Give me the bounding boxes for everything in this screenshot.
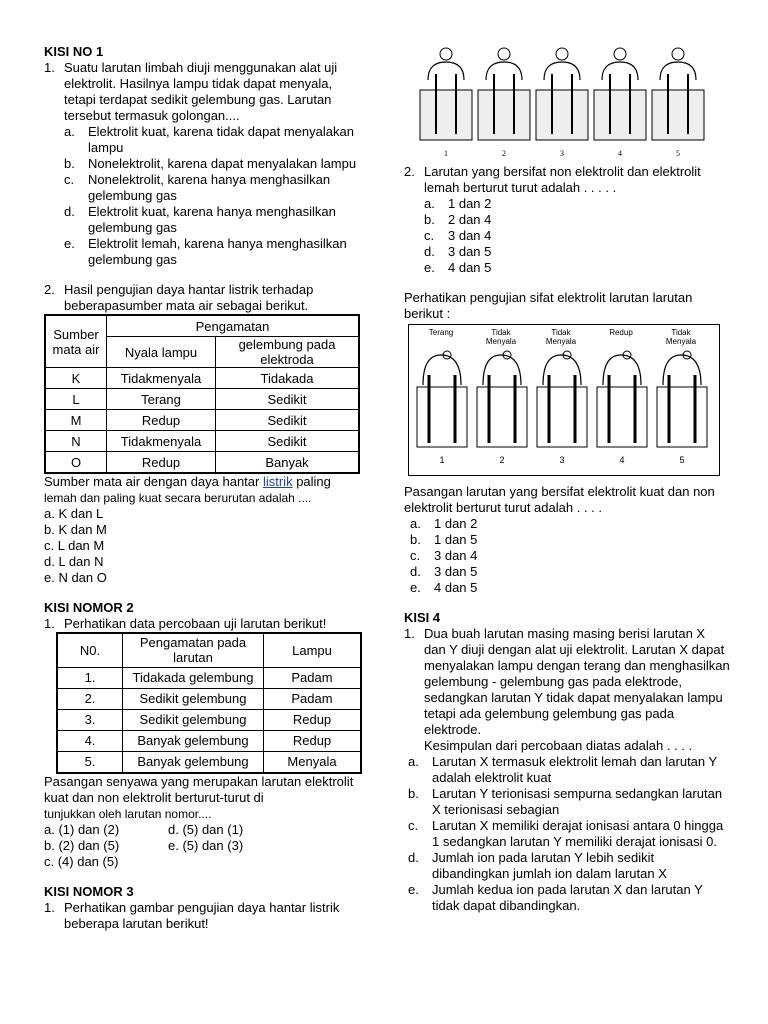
followup-text: Sumber mata air dengan daya hantar xyxy=(44,474,263,489)
option-b: b. (2) dan (5) xyxy=(44,837,120,853)
status-label: Terang xyxy=(428,328,454,337)
question-text: Suatu larutan limbah diuji menggunakan alat uji elektrolit. Hasilnya lampu tidak dapat menyala, tetapi terdapat sedikit gelembung gas. Larutan tersebut termasuk golongan.... xyxy=(64,60,338,123)
apparatus-unit xyxy=(597,328,647,465)
pair-options xyxy=(410,516,730,596)
question-number: 1. xyxy=(44,60,55,75)
table-cell: 5. xyxy=(57,751,123,773)
table-cell: 4. xyxy=(57,730,123,751)
question-text: Perhatikan gambar pengujian daya hantar listrik beberapa larutan berikut! xyxy=(64,899,340,931)
wire xyxy=(486,62,522,80)
option-letter: a. xyxy=(64,124,75,139)
option-text: 1 dan 2 xyxy=(434,516,478,531)
option-c: c. L dan M xyxy=(44,538,105,553)
table-header-bubble: gelembung pada elektroda xyxy=(216,337,360,368)
option-text: Nonelektrolit, karena dapat menyalakan lampu xyxy=(88,156,357,171)
option-text: 2 dan 4 xyxy=(448,212,492,227)
table-header-source: Sumber mata air xyxy=(45,315,107,368)
option-text: 1 dan 5 xyxy=(434,532,478,547)
options-k2 xyxy=(44,822,366,870)
option-c xyxy=(408,818,730,850)
option-letter: d. xyxy=(408,850,419,865)
option-e: e. (5) dan (3) xyxy=(168,837,244,853)
table-cell: 1. xyxy=(57,667,123,688)
option-text: Larutan X termasuk elektrolit lemah dan larutan Y adalah elektrolit kuat xyxy=(432,754,717,785)
option-e xyxy=(408,882,730,914)
question-k3-1 xyxy=(44,900,366,932)
option-letter: a. xyxy=(410,516,421,531)
option-letter: d. xyxy=(410,564,421,579)
table-header: N0. xyxy=(57,633,123,667)
table-cell: Redup xyxy=(107,410,216,431)
beaker xyxy=(417,387,467,447)
option-letter: c. xyxy=(410,548,421,563)
bulb-icon xyxy=(672,48,684,60)
wire xyxy=(660,62,696,80)
beaker xyxy=(478,90,530,140)
question-text: Perhatikan data percobaan uji larutan berikut! xyxy=(64,616,327,631)
option-letter: c. xyxy=(64,172,75,187)
table-row xyxy=(57,667,361,688)
option-d: d. L dan N xyxy=(44,554,104,569)
question-followup-2: lemah dan paling kuat secara berurutan adalah .... xyxy=(44,491,312,505)
figure-label: 4 xyxy=(619,455,625,465)
option-d: d. (5) dan (1) xyxy=(168,821,244,837)
option-text: Larutan X memiliki derajat ionisasi antara 0 hingga 1 sedangkan larutan Y memiliki derajat ionisasi 0. xyxy=(432,818,724,849)
table-cell: Padam xyxy=(264,688,362,709)
table-cell: Banyak xyxy=(216,452,360,474)
option-letter: e. xyxy=(424,260,435,275)
status-label: Tidak xyxy=(671,328,691,337)
question-body: Dua buah larutan masing masing berisi larutan X dan Y diuji dengan alat uji elektrolit. Larutan X dapat menyalakan lampu dengan terang dan menghasilkan gelembung - gelembung gas pada elektrode, sedangkan larutan Y tidak dapat menyalakan lampu tetapi ada gelembung gelembung gas pada elektrode. xyxy=(424,626,730,737)
beaker xyxy=(477,387,527,447)
table-cell: Tidakmenyala xyxy=(107,368,216,389)
beaker xyxy=(652,90,704,140)
wire xyxy=(428,62,464,80)
table-row xyxy=(45,410,359,431)
option-letter: a. xyxy=(424,196,435,211)
option-letter: c. xyxy=(424,228,435,243)
table-cell: 2. xyxy=(57,688,123,709)
right-column xyxy=(404,40,730,914)
option-letter: c. xyxy=(408,818,419,833)
option-text: Jumlah kedua ion pada larutan X dan larutan Y tidak dapat dibandingkan. xyxy=(432,882,703,913)
option-text: Elektrolit kuat, karena hanya menghasilkan gelembung gas xyxy=(88,204,336,235)
figure-label: 3 xyxy=(560,149,564,158)
figure-label: 3 xyxy=(559,455,565,465)
beaker xyxy=(420,90,472,140)
figure-label: 1 xyxy=(439,455,445,465)
beaker xyxy=(537,387,587,447)
options-k3-2 xyxy=(424,196,730,276)
option-a: a. (1) dan (2) xyxy=(44,821,120,837)
question-k2-1 xyxy=(44,616,366,632)
table-cell: L xyxy=(45,389,107,410)
option-a: a. K dan L xyxy=(44,506,104,521)
table-cell: Banyak gelembung xyxy=(123,730,264,751)
option-letter: b. xyxy=(424,212,435,227)
status-label: Redup xyxy=(609,328,633,337)
pair-question: Pasangan larutan yang bersifat elektrolit kuat dan non elektrolit berturut turut adalah . . . . xyxy=(404,484,715,515)
question-k4-1 xyxy=(404,626,730,754)
left-column xyxy=(44,44,366,932)
table-row xyxy=(57,688,361,709)
question-prompt: Kesimpulan dari percobaan diatas adalah . . . . xyxy=(424,738,693,753)
table-cell: K xyxy=(45,368,107,389)
option-text: 3 dan 4 xyxy=(448,228,492,243)
wire xyxy=(544,62,580,80)
table-cell: Sedikit gelembung xyxy=(123,688,264,709)
question-number: 1. xyxy=(44,616,55,631)
option-b: b. K dan M xyxy=(44,522,107,537)
beaker xyxy=(536,90,588,140)
table-header-lamp: Nyala lampu xyxy=(107,337,216,368)
table-row xyxy=(45,368,359,389)
kisi4-heading: KISI 4 xyxy=(404,610,441,625)
option-c: c. (4) dan (5) xyxy=(44,853,119,869)
table-cell: Banyak gelembung xyxy=(123,751,264,773)
option-text: Elektrolit lemah, karena hanya menghasilkan gelembung gas xyxy=(88,236,347,267)
table-cell: Terang xyxy=(107,389,216,410)
question-number: 1. xyxy=(404,626,415,641)
option-a xyxy=(408,754,730,786)
kisi1-heading: KISI NO 1 xyxy=(44,44,104,59)
option-e: e. N dan O xyxy=(44,570,107,585)
question-number: 2. xyxy=(404,164,415,179)
table-cell: O xyxy=(45,452,107,474)
option-b xyxy=(410,532,730,548)
table-cell: Redup xyxy=(264,730,362,751)
table-cell: Tidakmenyala xyxy=(107,431,216,452)
apparatus-unit xyxy=(420,48,472,158)
option-text: Elektrolit kuat, karena tidak dapat menyalakan lampu xyxy=(88,124,354,155)
option-text: Larutan Y terionisasi sempurna sedangkan larutan X terionisasi sebagian xyxy=(432,786,723,817)
option-c xyxy=(424,228,730,244)
table-header: Lampu xyxy=(264,633,362,667)
beaker xyxy=(657,387,707,447)
table-row xyxy=(45,431,359,452)
option-b xyxy=(64,156,366,172)
water-source-table xyxy=(44,314,360,474)
option-e xyxy=(410,580,730,596)
table-cell: Padam xyxy=(264,667,362,688)
option-b xyxy=(408,786,730,818)
option-letter: b. xyxy=(410,532,421,547)
question-k3-2 xyxy=(404,164,730,196)
figure-label: 2 xyxy=(502,149,506,158)
table-row xyxy=(45,389,359,410)
option-e xyxy=(64,236,366,268)
wire xyxy=(602,62,638,80)
solution-test-table xyxy=(56,632,362,774)
apparatus-unit xyxy=(652,48,704,158)
question-k1-2 xyxy=(44,282,366,314)
option-d xyxy=(408,850,730,882)
figure-label: 2 xyxy=(499,455,505,465)
question-number: 2. xyxy=(44,282,55,297)
table-header-observation: Pengamatan xyxy=(107,315,360,337)
option-letter: b. xyxy=(64,156,75,171)
option-text: 3 dan 5 xyxy=(434,564,478,579)
option-letter: e. xyxy=(408,882,419,897)
bulb-icon xyxy=(614,48,626,60)
kisi3-heading: KISI NOMOR 3 xyxy=(44,883,134,899)
apparatus-unit xyxy=(417,328,467,465)
option-d xyxy=(410,564,730,580)
option-letter: d. xyxy=(64,204,75,219)
kisi2-heading: KISI NOMOR 2 xyxy=(44,600,134,615)
table-cell: 3. xyxy=(57,709,123,730)
table-cell: Redup xyxy=(107,452,216,474)
table-cell: Redup xyxy=(264,709,362,730)
table-row xyxy=(57,751,361,773)
option-letter: a. xyxy=(408,754,419,769)
option-d xyxy=(64,204,366,236)
status-label: Tidak xyxy=(491,328,511,337)
status-label: Menyala xyxy=(485,337,517,346)
table-cell: Sedikit gelembung xyxy=(123,709,264,730)
table-cell: Sedikit xyxy=(216,431,360,452)
figure-label: 1 xyxy=(444,149,448,158)
table-cell: M xyxy=(45,410,107,431)
question-text xyxy=(424,626,730,754)
question-followup xyxy=(44,474,366,490)
options-right xyxy=(168,822,292,870)
status-label: Menyala xyxy=(545,337,577,346)
option-b xyxy=(424,212,730,228)
bulb-icon xyxy=(440,48,452,60)
option-text: 1 dan 2 xyxy=(448,196,492,211)
beaker xyxy=(594,90,646,140)
followup-text: paling xyxy=(292,474,331,489)
option-a xyxy=(410,516,730,532)
apparatus-unit xyxy=(536,48,588,158)
question-followup-2: tunjukkan oleh larutan nomor.... xyxy=(44,806,212,821)
table-cell: Tidakada xyxy=(216,368,360,389)
status-label: Tidak xyxy=(551,328,571,337)
options-k4-1 xyxy=(408,754,730,914)
figure-label: 5 xyxy=(679,455,685,465)
option-letter: e. xyxy=(410,580,421,595)
table-cell: Tidakada gelembung xyxy=(123,667,264,688)
figure-label: 4 xyxy=(618,149,622,158)
table-cell: Sedikit xyxy=(216,410,360,431)
apparatus-unit xyxy=(478,48,530,158)
option-text: 3 dan 5 xyxy=(448,244,492,259)
apparatus-unit xyxy=(537,328,587,465)
table-row xyxy=(45,452,359,474)
options-left xyxy=(44,822,168,870)
option-letter: d. xyxy=(424,244,435,259)
option-letter: e. xyxy=(64,236,75,251)
figure-intro: Perhatikan pengujian sifat elektrolit larutan larutan berikut : xyxy=(404,290,693,321)
beaker xyxy=(597,387,647,447)
bulb-icon xyxy=(556,48,568,60)
apparatus-unit xyxy=(594,48,646,158)
option-text: 4 dan 5 xyxy=(448,260,492,275)
table-header: Pengamatan pada larutan xyxy=(123,633,264,667)
option-c xyxy=(64,172,366,204)
option-c xyxy=(410,548,730,564)
option-a xyxy=(64,124,366,156)
table-cell: Sedikit xyxy=(216,389,360,410)
figure-label: 5 xyxy=(676,149,680,158)
listrik-link[interactable]: listrik xyxy=(262,474,293,489)
option-text: Jumlah ion pada larutan Y lebih sedikit dibandingkan jumlah ion dalam larutan X xyxy=(432,850,667,881)
table-cell: N xyxy=(45,431,107,452)
option-text: 3 dan 4 xyxy=(434,548,478,563)
option-letter: b. xyxy=(408,786,419,801)
table-row xyxy=(57,730,361,751)
table-cell: Menyala xyxy=(264,751,362,773)
electrolysis-figure-2 xyxy=(408,324,720,476)
apparatus-unit xyxy=(657,328,707,465)
question-followup: Pasangan senyawa yang merupakan larutan elektrolit kuat dan non elektrolit berturut-turut di xyxy=(44,773,354,805)
question-number: 1. xyxy=(44,899,55,915)
bulb-icon xyxy=(498,48,510,60)
option-e xyxy=(424,260,730,276)
option-a xyxy=(424,196,730,212)
option-text: 4 dan 5 xyxy=(434,580,478,595)
question-k1-1 xyxy=(44,60,366,124)
option-d xyxy=(424,244,730,260)
electrolysis-figure-1 xyxy=(412,40,712,160)
options-k1-1 xyxy=(64,124,366,268)
table-row xyxy=(57,709,361,730)
status-label: Menyala xyxy=(665,337,697,346)
option-text: Nonelektrolit, karena hanya menghasilkan gelembung gas xyxy=(88,172,331,203)
question-text: Larutan yang bersifat non elektrolit dan elektrolit lemah berturut turut adalah . . . . . xyxy=(424,164,701,195)
apparatus-unit xyxy=(477,328,527,465)
question-text: Hasil pengujian daya hantar listrik terhadap beberapasumber mata air sebagai berikut. xyxy=(64,282,314,313)
